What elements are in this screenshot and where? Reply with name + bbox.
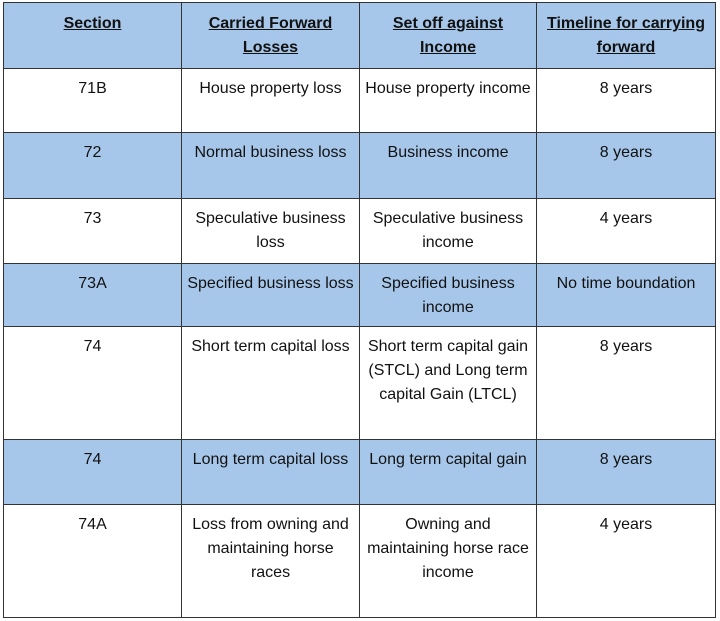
timeline-cell: 4 years bbox=[537, 199, 716, 264]
section-cell: 74A bbox=[4, 505, 182, 618]
setoff-cell: Business income bbox=[360, 133, 537, 199]
setoff-cell: Specified business income bbox=[360, 264, 537, 327]
section-cell: 74 bbox=[4, 440, 182, 505]
section-cell: 72 bbox=[4, 133, 182, 199]
timeline-cell: No time boundation bbox=[537, 264, 716, 327]
header-carried-forward-losses: Carried Forward Losses bbox=[182, 3, 360, 69]
loss-cell: House property loss bbox=[182, 69, 360, 133]
header-row bbox=[4, 3, 716, 69]
section-cell: 73A bbox=[4, 264, 182, 327]
timeline-cell: 8 years bbox=[537, 133, 716, 199]
setoff-cell: Owning and maintaining horse race income bbox=[360, 505, 537, 618]
section-cell: 71B bbox=[4, 69, 182, 133]
header-set-off-against-income: Set off against Income bbox=[360, 3, 537, 69]
loss-cell: Long term capital loss bbox=[182, 440, 360, 505]
loss-cell: Speculative business loss bbox=[182, 199, 360, 264]
table-row bbox=[4, 327, 716, 440]
section-cell: 74 bbox=[4, 327, 182, 440]
header-section: Section bbox=[4, 3, 182, 69]
table-row bbox=[4, 199, 716, 264]
table-row bbox=[4, 133, 716, 199]
timeline-cell: 4 years bbox=[537, 505, 716, 618]
timeline-cell: 8 years bbox=[537, 327, 716, 440]
timeline-cell: 8 years bbox=[537, 69, 716, 133]
setoff-cell: Short term capital gain (STCL) and Long term capital Gain (LTCL) bbox=[360, 327, 537, 440]
table-row bbox=[4, 505, 716, 618]
loss-cell: Normal business loss bbox=[182, 133, 360, 199]
setoff-cell: Long term capital gain bbox=[360, 440, 537, 505]
carry-forward-losses-table bbox=[3, 2, 716, 618]
setoff-cell: House property income bbox=[360, 69, 537, 133]
timeline-cell: 8 years bbox=[537, 440, 716, 505]
loss-cell: Short term capital loss bbox=[182, 327, 360, 440]
table-row bbox=[4, 440, 716, 505]
setoff-cell: Speculative business income bbox=[360, 199, 537, 264]
table-row bbox=[4, 264, 716, 327]
table-row bbox=[4, 69, 716, 133]
section-cell: 73 bbox=[4, 199, 182, 264]
loss-cell: Specified business loss bbox=[182, 264, 360, 327]
loss-cell: Loss from owning and maintaining horse races bbox=[182, 505, 360, 618]
header-timeline: Timeline for carrying forward bbox=[537, 3, 716, 69]
